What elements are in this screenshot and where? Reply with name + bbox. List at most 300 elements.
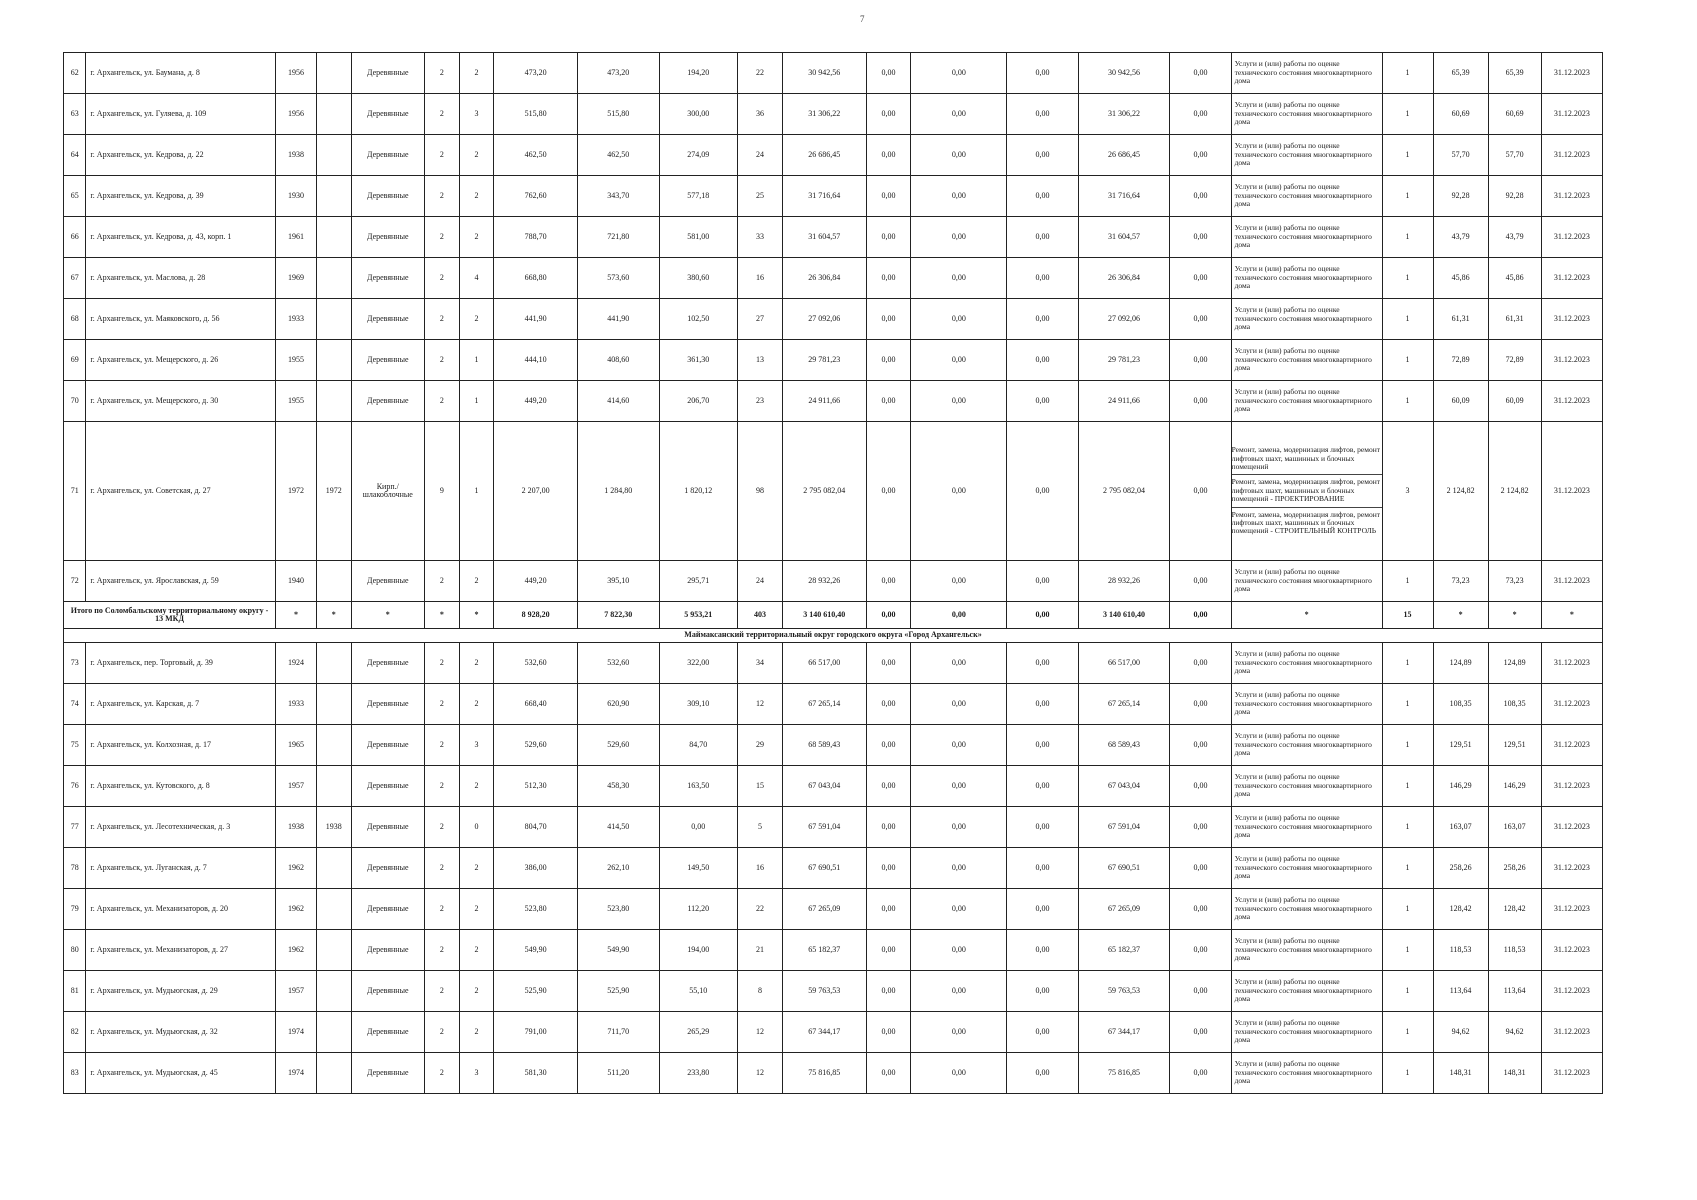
cell-year-built: 1956 (276, 94, 317, 135)
cell-work-type: Услуги и (или) работы по оценке технического состояния многоквартирного дома (1231, 889, 1382, 930)
section-row (64, 629, 1603, 643)
cell-floors: 2 (424, 561, 459, 602)
cell-fund-fkr: 0,00 (866, 971, 911, 1012)
cell-residents: 98 (738, 422, 783, 561)
cell-fund-fkr: 0,00 (866, 217, 911, 258)
total-mark: * (351, 602, 424, 629)
cell-fund-municipal: 0,00 (1007, 930, 1078, 971)
cell-walls: Деревянные (351, 889, 424, 930)
cell-cost-total: 27 092,06 (782, 299, 866, 340)
total-area-owned: 5 953,21 (659, 602, 738, 629)
cell-work-type: Услуги и (или) работы по оценке технического состояния многоквартирного дома (1231, 725, 1382, 766)
cell-floors: 2 (424, 299, 459, 340)
cell-area-owned: 55,10 (659, 971, 738, 1012)
cell-area-residential: 549,90 (577, 930, 659, 971)
cell-area-residential: 262,10 (577, 848, 659, 889)
cell-fund-regional: 0,00 (911, 807, 1007, 848)
table-row (64, 53, 1603, 94)
table-row (64, 135, 1603, 176)
cell-max-cost: 146,29 (1488, 766, 1541, 807)
cell-fund-owners: 26 306,84 (1078, 258, 1170, 299)
cell-count: 1 (1382, 643, 1433, 684)
cell-fund-other: 0,00 (1170, 94, 1231, 135)
cell-year-reconstruction (316, 725, 351, 766)
cell-area-owned: 0,00 (659, 807, 738, 848)
cell-fund-fkr: 0,00 (866, 53, 911, 94)
cell-deadline: 31.12.2023 (1541, 561, 1602, 602)
cell-residents: 34 (738, 643, 783, 684)
cell-fund-regional: 0,00 (911, 930, 1007, 971)
cell-cost-total: 65 182,37 (782, 930, 866, 971)
cell-entrances: 0 (459, 807, 494, 848)
cell-area-residential: 408,60 (577, 340, 659, 381)
cell-floors: 2 (424, 848, 459, 889)
cell-residents: 13 (738, 340, 783, 381)
table-row (64, 422, 1603, 561)
page-number: 7 (860, 14, 865, 24)
cell-deadline: 31.12.2023 (1541, 217, 1602, 258)
cell-residents: 27 (738, 299, 783, 340)
total-row (64, 602, 1603, 629)
cell-address: г. Архангельск, ул. Ярославская, д. 59 (86, 561, 276, 602)
cell-count: 1 (1382, 176, 1433, 217)
cell-cost-total: 2 795 082,04 (782, 422, 866, 561)
cell-address: г. Архангельск, ул. Колхозная, д. 17 (86, 725, 276, 766)
cell-number: 72 (64, 561, 86, 602)
cell-fund-fkr: 0,00 (866, 340, 911, 381)
cell-floors: 2 (424, 176, 459, 217)
cell-area-residential: 721,80 (577, 217, 659, 258)
cell-fund-municipal: 0,00 (1007, 561, 1078, 602)
cell-area-total: 581,30 (494, 1053, 578, 1094)
table-row (64, 258, 1603, 299)
cell-year-built: 1962 (276, 889, 317, 930)
cell-entrances: 2 (459, 930, 494, 971)
cell-walls: Деревянные (351, 807, 424, 848)
cell-specific-cost: 2 124,82 (1433, 422, 1488, 561)
cell-year-reconstruction (316, 684, 351, 725)
cell-fund-owners: 67 265,14 (1078, 684, 1170, 725)
cell-specific-cost: 73,23 (1433, 561, 1488, 602)
cell-cost-total: 30 942,56 (782, 53, 866, 94)
cell-fund-municipal: 0,00 (1007, 1012, 1078, 1053)
cell-specific-cost: 258,26 (1433, 848, 1488, 889)
cell-address: г. Архангельск, ул. Кедрова, д. 22 (86, 135, 276, 176)
cell-area-residential: 458,30 (577, 766, 659, 807)
cell-max-cost: 124,89 (1488, 643, 1541, 684)
cell-area-residential: 414,50 (577, 807, 659, 848)
cell-max-cost: 113,64 (1488, 971, 1541, 1012)
cell-fund-other: 0,00 (1170, 135, 1231, 176)
cell-entrances: 2 (459, 217, 494, 258)
cell-work-type: Услуги и (или) работы по оценке технического состояния многоквартирного дома (1231, 258, 1382, 299)
cell-cost-total: 24 911,66 (782, 381, 866, 422)
cell-fund-fkr: 0,00 (866, 766, 911, 807)
cell-year-built: 1974 (276, 1053, 317, 1094)
cell-cost-total: 67 265,14 (782, 684, 866, 725)
total-count: 15 (1382, 602, 1433, 629)
cell-number: 70 (64, 381, 86, 422)
cell-number: 73 (64, 643, 86, 684)
cell-address: г. Архангельск, ул. Кедрова, д. 39 (86, 176, 276, 217)
cell-area-residential: 515,80 (577, 94, 659, 135)
cell-area-total: 549,90 (494, 930, 578, 971)
cell-fund-other: 0,00 (1170, 1053, 1231, 1094)
cell-fund-fkr: 0,00 (866, 561, 911, 602)
cell-area-owned: 194,20 (659, 53, 738, 94)
cell-work-type: Услуги и (или) работы по оценке технического состояния многоквартирного дома (1231, 94, 1382, 135)
cell-year-built: 1938 (276, 807, 317, 848)
cell-count: 1 (1382, 258, 1433, 299)
cell-fund-municipal: 0,00 (1007, 217, 1078, 258)
cell-deadline: 31.12.2023 (1541, 53, 1602, 94)
cell-specific-cost: 60,69 (1433, 94, 1488, 135)
cell-residents: 12 (738, 684, 783, 725)
cell-year-reconstruction (316, 135, 351, 176)
cell-fund-regional: 0,00 (911, 422, 1007, 561)
cell-fund-fkr: 0,00 (866, 930, 911, 971)
cell-area-residential: 395,10 (577, 561, 659, 602)
section-title: Маймаксанский территориальный округ городского округа «Город Архангельск» (64, 629, 1603, 643)
cell-entrances: 2 (459, 848, 494, 889)
cell-area-owned: 112,20 (659, 889, 738, 930)
cell-fund-fkr: 0,00 (866, 135, 911, 176)
cell-year-reconstruction (316, 561, 351, 602)
cell-year-reconstruction (316, 381, 351, 422)
cell-walls: Деревянные (351, 1012, 424, 1053)
cell-address: г. Архангельск, ул. Мещерского, д. 30 (86, 381, 276, 422)
cell-specific-cost: 45,86 (1433, 258, 1488, 299)
cell-deadline: 31.12.2023 (1541, 684, 1602, 725)
cell-floors: 2 (424, 381, 459, 422)
cell-fund-other: 0,00 (1170, 561, 1231, 602)
cell-area-residential: 573,60 (577, 258, 659, 299)
cell-fund-owners: 68 589,43 (1078, 725, 1170, 766)
cell-count: 1 (1382, 1053, 1433, 1094)
cell-deadline: 31.12.2023 (1541, 807, 1602, 848)
cell-entrances: 3 (459, 725, 494, 766)
cell-fund-municipal: 0,00 (1007, 340, 1078, 381)
table-row (64, 684, 1603, 725)
cell-walls: Деревянные (351, 971, 424, 1012)
cell-year-built: 1940 (276, 561, 317, 602)
cell-fund-owners: 31 716,64 (1078, 176, 1170, 217)
cell-year-built: 1956 (276, 53, 317, 94)
cell-work-type: Услуги и (или) работы по оценке технического состояния многоквартирного дома (1231, 53, 1382, 94)
cell-area-residential: 441,90 (577, 299, 659, 340)
cell-area-total: 529,60 (494, 725, 578, 766)
cell-year-reconstruction (316, 848, 351, 889)
cell-count: 1 (1382, 684, 1433, 725)
repair-register-table (63, 52, 1603, 1094)
cell-walls: Деревянные (351, 299, 424, 340)
cell-work-type: Услуги и (или) работы по оценке технического состояния многоквартирного дома (1231, 807, 1382, 848)
cell-address: г. Архангельск, ул. Луганская, д. 7 (86, 848, 276, 889)
cell-area-total: 2 207,00 (494, 422, 578, 561)
cell-specific-cost: 148,31 (1433, 1053, 1488, 1094)
cell-count: 1 (1382, 848, 1433, 889)
cell-walls: Деревянные (351, 684, 424, 725)
cell-year-built: 1955 (276, 340, 317, 381)
cell-work-type: Услуги и (или) работы по оценке технического состояния многоквартирного дома (1231, 135, 1382, 176)
cell-count: 1 (1382, 53, 1433, 94)
cell-area-total: 791,00 (494, 1012, 578, 1053)
cell-area-total: 462,50 (494, 135, 578, 176)
cell-number: 68 (64, 299, 86, 340)
cell-walls: Деревянные (351, 561, 424, 602)
cell-walls: Деревянные (351, 643, 424, 684)
cell-fund-other: 0,00 (1170, 889, 1231, 930)
table-row (64, 94, 1603, 135)
cell-entrances: 2 (459, 684, 494, 725)
cell-year-reconstruction (316, 971, 351, 1012)
total-label: Итого по Соломбальскому территориальному округу - 13 МКД (64, 602, 276, 629)
cell-number: 83 (64, 1053, 86, 1094)
cell-deadline: 31.12.2023 (1541, 1053, 1602, 1094)
cell-work-type: Услуги и (или) работы по оценке технического состояния многоквартирного дома (1231, 643, 1382, 684)
cell-year-reconstruction (316, 217, 351, 258)
cell-fund-owners: 27 092,06 (1078, 299, 1170, 340)
cell-fund-municipal: 0,00 (1007, 94, 1078, 135)
table-row (64, 971, 1603, 1012)
cell-floors: 2 (424, 684, 459, 725)
cell-walls: Деревянные (351, 766, 424, 807)
cell-fund-other: 0,00 (1170, 340, 1231, 381)
table-row (64, 930, 1603, 971)
cell-floors: 2 (424, 889, 459, 930)
cell-year-reconstruction (316, 1053, 351, 1094)
cell-entrances: 3 (459, 1053, 494, 1094)
cell-number: 69 (64, 340, 86, 381)
cell-area-residential: 473,20 (577, 53, 659, 94)
cell-fund-owners: 31 306,22 (1078, 94, 1170, 135)
cell-fund-other: 0,00 (1170, 643, 1231, 684)
cell-floors: 2 (424, 217, 459, 258)
cell-fund-municipal: 0,00 (1007, 299, 1078, 340)
cell-work-types (1231, 422, 1382, 561)
cell-max-cost: 65,39 (1488, 53, 1541, 94)
total-residents: 403 (738, 602, 783, 629)
cell-floors: 2 (424, 94, 459, 135)
cell-residents: 29 (738, 725, 783, 766)
cell-max-cost: 45,86 (1488, 258, 1541, 299)
cell-deadline: 31.12.2023 (1541, 299, 1602, 340)
table-row (64, 643, 1603, 684)
cell-floors: 2 (424, 930, 459, 971)
cell-count: 1 (1382, 971, 1433, 1012)
cell-fund-regional: 0,00 (911, 381, 1007, 422)
cell-area-total: 512,30 (494, 766, 578, 807)
cell-fund-other: 0,00 (1170, 848, 1231, 889)
cell-fund-owners: 75 816,85 (1078, 1053, 1170, 1094)
cell-address: г. Архангельск, ул. Карская, д. 7 (86, 684, 276, 725)
cell-work-type: Услуги и (или) работы по оценке технического состояния многоквартирного дома (1231, 217, 1382, 258)
cell-fund-owners: 31 604,57 (1078, 217, 1170, 258)
cell-deadline: 31.12.2023 (1541, 930, 1602, 971)
cell-count: 1 (1382, 766, 1433, 807)
cell-area-owned: 380,60 (659, 258, 738, 299)
table-body-total (64, 602, 1603, 643)
cell-deadline: 31.12.2023 (1541, 889, 1602, 930)
cell-residents: 8 (738, 971, 783, 1012)
cell-floors: 2 (424, 725, 459, 766)
cell-specific-cost: 94,62 (1433, 1012, 1488, 1053)
cell-deadline: 31.12.2023 (1541, 1012, 1602, 1053)
cell-cost-total: 31 604,57 (782, 217, 866, 258)
cell-fund-municipal: 0,00 (1007, 971, 1078, 1012)
cell-area-owned: 309,10 (659, 684, 738, 725)
cell-floors: 9 (424, 422, 459, 561)
cell-walls: Деревянные (351, 381, 424, 422)
cell-area-total: 449,20 (494, 381, 578, 422)
cell-max-cost: 163,07 (1488, 807, 1541, 848)
cell-fund-regional: 0,00 (911, 299, 1007, 340)
cell-fund-owners: 59 763,53 (1078, 971, 1170, 1012)
cell-year-built: 1938 (276, 135, 317, 176)
cell-year-built: 1924 (276, 643, 317, 684)
cell-year-reconstruction (316, 258, 351, 299)
cell-deadline: 31.12.2023 (1541, 258, 1602, 299)
work-item-design: Ремонт, замена, модернизация лифтов, ремонт лифтовых шахт, машинных и блочных помещений - ПРОЕКТИРОВАНИЕ (1232, 475, 1382, 507)
cell-year-built: 1969 (276, 258, 317, 299)
cell-floors: 2 (424, 766, 459, 807)
total-mark: * (459, 602, 494, 629)
cell-deadline: 31.12.2023 (1541, 971, 1602, 1012)
cell-entrances: 2 (459, 561, 494, 602)
cell-area-residential: 343,70 (577, 176, 659, 217)
cell-fund-fkr: 0,00 (866, 1012, 911, 1053)
cell-fund-regional: 0,00 (911, 971, 1007, 1012)
cell-count: 1 (1382, 94, 1433, 135)
cell-fund-municipal: 0,00 (1007, 135, 1078, 176)
cell-max-cost: 57,70 (1488, 135, 1541, 176)
cell-fund-owners: 66 517,00 (1078, 643, 1170, 684)
cell-area-total: 525,90 (494, 971, 578, 1012)
cell-address: г. Архангельск, ул. Баумана, д. 8 (86, 53, 276, 94)
cell-number: 82 (64, 1012, 86, 1053)
cell-number: 80 (64, 930, 86, 971)
cell-max-cost: 43,79 (1488, 217, 1541, 258)
cell-fund-other: 0,00 (1170, 53, 1231, 94)
cell-area-total: 444,10 (494, 340, 578, 381)
cell-deadline: 31.12.2023 (1541, 381, 1602, 422)
cell-address: г. Архангельск, ул. Маяковского, д. 56 (86, 299, 276, 340)
cell-year-reconstruction (316, 299, 351, 340)
cell-area-owned: 84,70 (659, 725, 738, 766)
cell-fund-other: 0,00 (1170, 258, 1231, 299)
table-row (64, 766, 1603, 807)
cell-area-total: 523,80 (494, 889, 578, 930)
cell-max-cost: 60,09 (1488, 381, 1541, 422)
table-row (64, 176, 1603, 217)
cell-area-residential: 1 284,80 (577, 422, 659, 561)
table-row (64, 725, 1603, 766)
cell-residents: 12 (738, 1053, 783, 1094)
cell-address: г. Архангельск, пер. Торговый, д. 39 (86, 643, 276, 684)
cell-address: г. Архангельск, ул. Советская, д. 27 (86, 422, 276, 561)
cell-address: г. Архангельск, ул. Мудьюгская, д. 32 (86, 1012, 276, 1053)
cell-cost-total: 28 932,26 (782, 561, 866, 602)
cell-max-cost: 258,26 (1488, 848, 1541, 889)
cell-fund-fkr: 0,00 (866, 725, 911, 766)
cell-fund-other: 0,00 (1170, 176, 1231, 217)
cell-cost-total: 75 816,85 (782, 1053, 866, 1094)
cell-year-built: 1962 (276, 848, 317, 889)
cell-fund-regional: 0,00 (911, 848, 1007, 889)
cell-area-total: 473,20 (494, 53, 578, 94)
total-mark: * (276, 602, 317, 629)
cell-area-owned: 206,70 (659, 381, 738, 422)
cell-fund-fkr: 0,00 (866, 643, 911, 684)
cell-year-reconstruction (316, 889, 351, 930)
cell-fund-regional: 0,00 (911, 1053, 1007, 1094)
cell-fund-other: 0,00 (1170, 217, 1231, 258)
cell-entrances: 1 (459, 340, 494, 381)
cell-specific-cost: 128,42 (1433, 889, 1488, 930)
cell-year-built: 1957 (276, 766, 317, 807)
cell-area-owned: 163,50 (659, 766, 738, 807)
cell-year-built: 1972 (276, 422, 317, 561)
cell-area-total: 532,60 (494, 643, 578, 684)
cell-number: 78 (64, 848, 86, 889)
total-fund-municipal: 0,00 (1007, 602, 1078, 629)
table-row (64, 1053, 1603, 1094)
cell-year-built: 1955 (276, 381, 317, 422)
cell-count: 1 (1382, 340, 1433, 381)
cell-year-built: 1962 (276, 930, 317, 971)
cell-fund-regional: 0,00 (911, 176, 1007, 217)
cell-fund-fkr: 0,00 (866, 176, 911, 217)
cell-fund-regional: 0,00 (911, 217, 1007, 258)
cell-fund-regional: 0,00 (911, 889, 1007, 930)
cell-year-reconstruction: 1972 (316, 422, 351, 561)
cell-year-reconstruction (316, 1012, 351, 1053)
cell-fund-owners: 67 344,17 (1078, 1012, 1170, 1053)
total-cost: 3 140 610,40 (782, 602, 866, 629)
cell-fund-municipal: 0,00 (1007, 258, 1078, 299)
cell-specific-cost: 65,39 (1433, 53, 1488, 94)
cell-fund-municipal: 0,00 (1007, 766, 1078, 807)
cell-entrances: 1 (459, 422, 494, 561)
cell-entrances: 2 (459, 176, 494, 217)
cell-residents: 5 (738, 807, 783, 848)
cell-max-cost: 72,89 (1488, 340, 1541, 381)
total-area-total: 8 928,20 (494, 602, 578, 629)
cell-cost-total: 59 763,53 (782, 971, 866, 1012)
cell-floors: 2 (424, 340, 459, 381)
cell-max-cost: 61,31 (1488, 299, 1541, 340)
cell-count: 1 (1382, 1012, 1433, 1053)
cell-fund-municipal: 0,00 (1007, 1053, 1078, 1094)
cell-area-residential: 711,70 (577, 1012, 659, 1053)
cell-work-type: Услуги и (или) работы по оценке технического состояния многоквартирного дома (1231, 930, 1382, 971)
cell-area-total: 515,80 (494, 94, 578, 135)
cell-residents: 36 (738, 94, 783, 135)
cell-max-cost: 128,42 (1488, 889, 1541, 930)
cell-cost-total: 26 686,45 (782, 135, 866, 176)
cell-count: 1 (1382, 725, 1433, 766)
cell-walls: Деревянные (351, 340, 424, 381)
cell-floors: 2 (424, 135, 459, 176)
cell-floors: 2 (424, 1053, 459, 1094)
cell-area-residential: 532,60 (577, 643, 659, 684)
cell-walls: Деревянные (351, 848, 424, 889)
cell-cost-total: 68 589,43 (782, 725, 866, 766)
cell-cost-total: 26 306,84 (782, 258, 866, 299)
cell-fund-fkr: 0,00 (866, 1053, 911, 1094)
table-row (64, 1012, 1603, 1053)
cell-fund-fkr: 0,00 (866, 684, 911, 725)
